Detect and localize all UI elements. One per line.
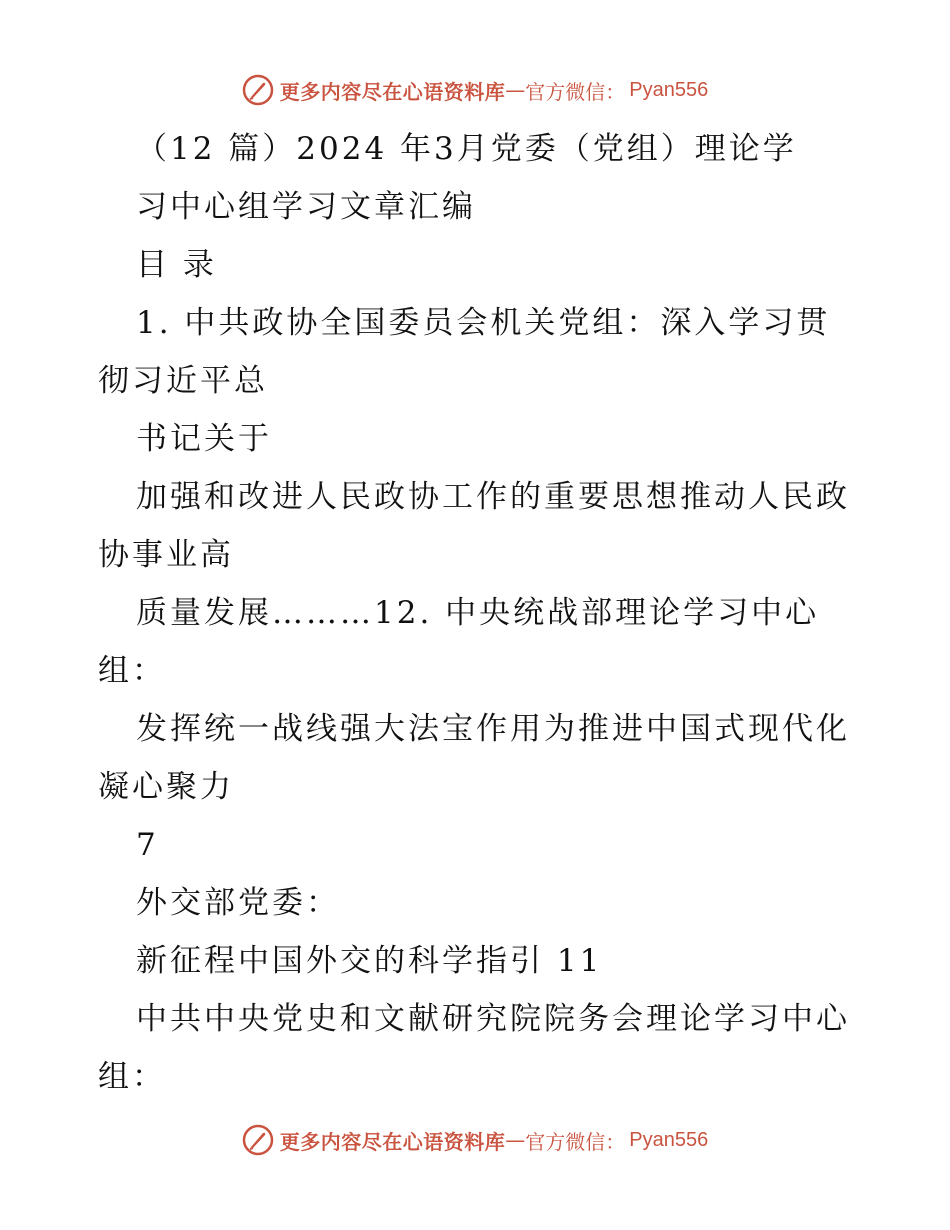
doc-line: 外交部党委： [136, 885, 340, 921]
doc-line: 1. 中共政协全国委员会机关党组：深入学习贯 [136, 305, 831, 341]
doc-line: 加强和改进人民政协工作的重要思想推动人民政 [136, 479, 850, 515]
doc-line: 7 [136, 827, 159, 863]
feather-pen-icon [242, 1124, 274, 1156]
header-watermark [0, 70, 950, 110]
doc-line: 组： [98, 1059, 166, 1095]
feather-pen-icon [242, 74, 274, 106]
doc-line: 组： [98, 653, 166, 689]
watermark-separator: — [505, 1128, 526, 1152]
doc-line: 发挥统一战线强大法宝作用为推进中国式现代化 [136, 711, 850, 747]
doc-line: 新征程中国外交的科学指引 11 [136, 943, 603, 979]
watermark-contact-label: 官方微信： [525, 79, 626, 104]
doc-line: 彻习近平总 [98, 363, 268, 399]
watermark-brand-text: 更多内容尽在心语资料库 [279, 1129, 506, 1154]
doc-line: 质量发展………12. 中央统战部理论学习中心 [136, 595, 820, 631]
watermark-wechat-id: Pyan556 [629, 78, 709, 101]
footer-watermark [0, 1120, 950, 1160]
toc-heading: 目 录 [136, 247, 217, 283]
doc-line: （12 篇）2024 年3月党委（党组）理论学 [136, 131, 797, 167]
watermark-contact-label: 官方微信： [525, 1129, 626, 1154]
doc-line: 凝心聚力 [98, 769, 234, 805]
watermark-separator: — [505, 78, 526, 102]
document-body [98, 120, 858, 1106]
doc-line: 中共中央党史和文献研究院院务会理论学习中心 [136, 1001, 850, 1037]
doc-line: 书记关于 [136, 421, 272, 457]
doc-line: 习中心组学习文章汇编 [136, 189, 476, 225]
watermark-wechat-id: Pyan556 [629, 1128, 709, 1151]
doc-line: 协事业高 [98, 537, 234, 573]
watermark-brand-text: 更多内容尽在心语资料库 [279, 79, 506, 104]
